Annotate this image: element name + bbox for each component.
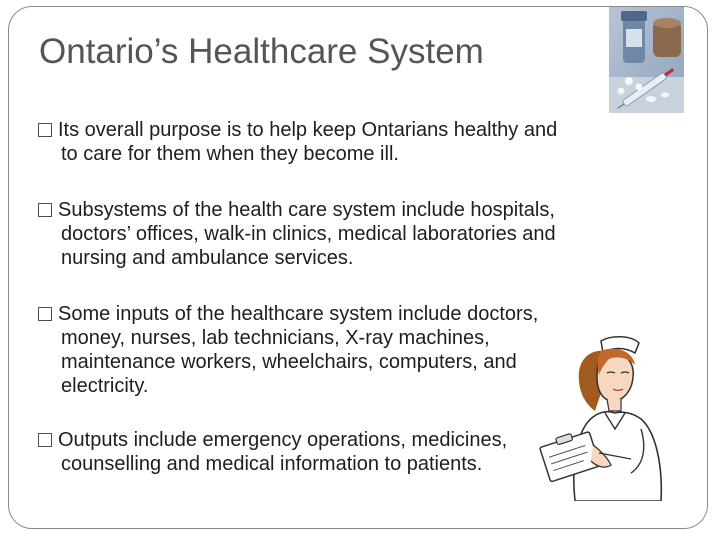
- nurse-clipart: [535, 333, 700, 501]
- bullet-box-icon: [38, 203, 52, 217]
- medical-photo: [609, 7, 684, 113]
- bullet-item: [38, 118, 678, 166]
- bullet-line: [38, 198, 678, 222]
- bullet-item: [38, 198, 678, 270]
- bullet-text: Some inputs of the healthcare system include doctors,: [58, 303, 539, 325]
- bullet-text: Subsystems of the health care system include hospitals,: [58, 199, 555, 221]
- bullet-text: Its overall purpose is to help keep Ontarians healthy and: [58, 119, 558, 141]
- bullet-text: Outputs include emergency operations, medicines,: [58, 429, 508, 451]
- slide-title: Ontario’s Healthcare System: [39, 32, 484, 71]
- bullet-line: nursing and ambulance services.: [61, 247, 354, 269]
- bullet-line: maintenance workers, wheelchairs, computers, and: [61, 351, 517, 373]
- bullet-box-icon: [38, 123, 52, 137]
- bullet-box-icon: [38, 307, 52, 321]
- bullet-line: [38, 118, 678, 142]
- bullet-line: doctors’ offices, walk-in clinics, medical laboratories and: [61, 223, 556, 245]
- bullet-line: money, nurses, lab technicians, X-ray machines,: [61, 327, 490, 349]
- bullet-line: to care for them when they become ill.: [61, 143, 399, 165]
- bullet-box-icon: [38, 433, 52, 447]
- bullet-line: [38, 302, 678, 326]
- bullet-line: electricity.: [61, 375, 149, 397]
- bullet-line: counselling and medical information to patients.: [61, 453, 483, 475]
